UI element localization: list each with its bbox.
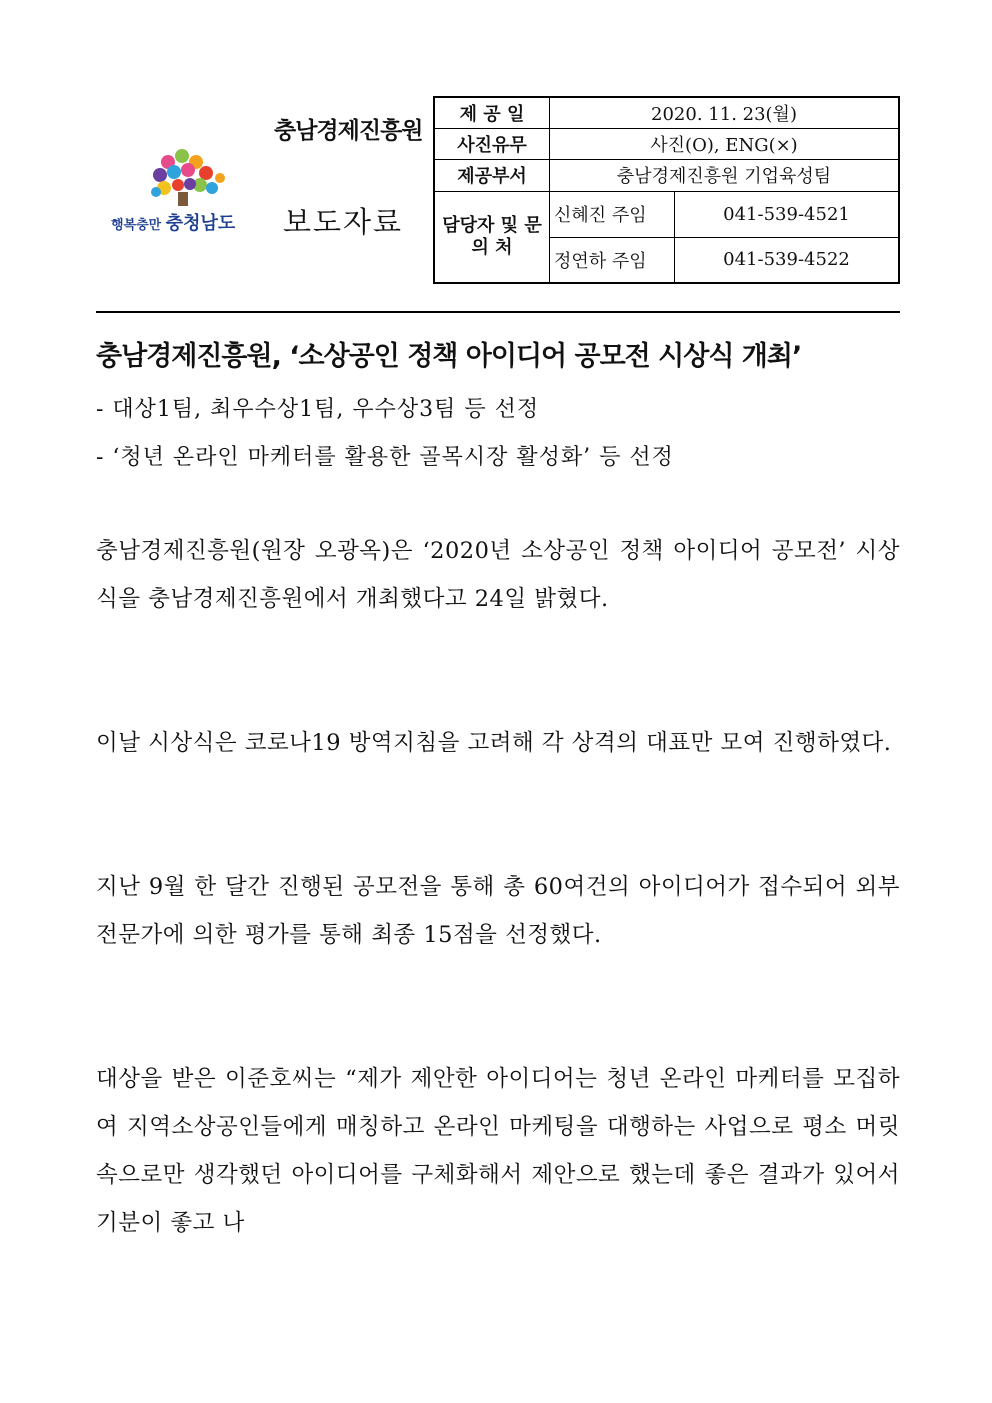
body-paragraph: 지난 9월 한 달간 진행된 공모전을 통해 총 60여건의 아이디어가 접수되어 외부 전문가에 의한 평가를 통해 최종 15점을 선정했다.	[96, 874, 900, 948]
body-paragraph: 대상을 받은 이준호씨는 “제가 제안한 아이디어는 청년 온라인 마케터를 모집하여 지역소상공인들에게 매칭하고 온라인 마케팅을 대행하는 사업으로 평소 머릿속으로만 생각했던 아이디어를 구체화해서 제안으로 했는데 좋은 결과가 있어서 기분이 좋고 나	[96, 1066, 900, 1236]
logo-wordmark	[111, 209, 235, 235]
date-label: 제 공 일	[434, 97, 550, 128]
dept-value: 충남경제진흥원 기업육성팀	[550, 159, 900, 191]
photo-value: 사진(O), ENG(×)	[550, 128, 900, 159]
info-table	[433, 96, 900, 284]
date-row	[434, 97, 899, 128]
dept-label: 제공부서	[434, 159, 550, 191]
header-divider	[96, 311, 900, 313]
photo-row	[434, 128, 899, 159]
logo-slogan: 행복충만	[111, 218, 162, 233]
body-paragraph: 이날 시상식은 코로나19 방역지침을 고려해 각 상격의 대표만 모여 진행하였다.	[96, 730, 892, 756]
date-value: 2020. 11. 23(월)	[550, 97, 900, 128]
subhead: - 대상1팀, 최우수상1팀, 우수상3팀 등 선정	[96, 397, 540, 422]
contact-phone: 041-539-4522	[675, 237, 900, 283]
subhead: - ‘청년 온라인 마케터를 활용한 골목시장 활성화’ 등 선정	[96, 445, 674, 470]
article-headline: 충남경제진흥원, ‘소상공인 정책 아이디어 공모전 시상식 개최’	[96, 341, 802, 372]
contact-label: 담당자 및 문 의 처	[434, 191, 550, 283]
logo-name: 충청남도	[165, 213, 236, 234]
contact-row	[434, 191, 899, 237]
body-paragraph: 충남경제진흥원(원장 오광옥)은 ‘2020년 소상공인 정책 아이디어 공모전’ 시상식을 충남경제진흥원에서 개최했다고 24일 밝혔다.	[96, 538, 900, 612]
photo-label: 사진유무	[434, 128, 550, 159]
contact-phone: 041-539-4521	[675, 191, 900, 237]
press-release-title: 보도자료	[283, 205, 404, 239]
contact-name: 정연하 주임	[550, 237, 675, 283]
org-name: 충남경제진흥원	[274, 118, 423, 144]
contact-name: 신혜진 주임	[550, 191, 675, 237]
dept-row	[434, 159, 899, 191]
